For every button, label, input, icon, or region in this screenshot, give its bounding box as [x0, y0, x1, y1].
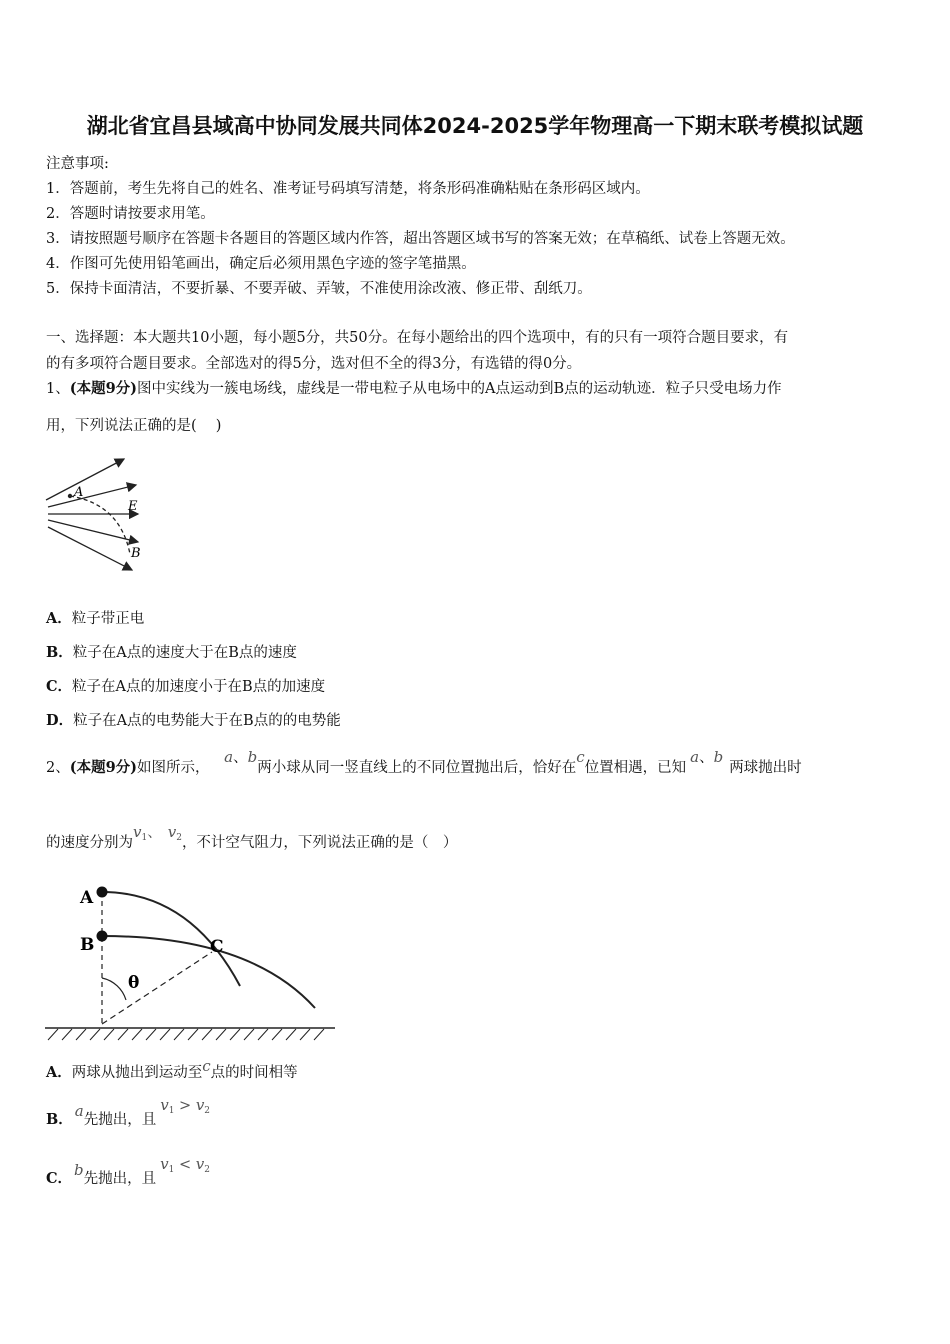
notice-item: 4．作图可先使用铅笔画出，确定后必须用黑色字迹的签字笔描黑。	[46, 256, 476, 272]
relation-symbol: >	[179, 1098, 192, 1114]
question-stem-text: 两小球从同一竖直线上的不同位置抛出后，恰好在	[257, 760, 577, 776]
option-c[interactable]	[46, 1155, 210, 1189]
field-line	[48, 527, 132, 570]
var-b: b	[247, 748, 258, 766]
question-1-stem	[46, 377, 782, 398]
var-v: v	[133, 823, 142, 841]
option-letter: D．	[46, 712, 74, 729]
option-letter: B．	[46, 1111, 73, 1128]
projectile-figure	[40, 878, 340, 1048]
label-e: E	[128, 499, 138, 514]
option-letter: C．	[46, 678, 73, 695]
ground-hatching	[48, 1029, 324, 1040]
field-line	[48, 520, 138, 542]
label-c: C	[210, 937, 224, 957]
question-stem-text: 图中实线为一簇电场线，虚线是一带电粒子从电场中的A点运动到B点的运动轨迹．粒子只受电场力作	[137, 381, 782, 397]
notice-item: 5．保持卡面清洁，不要折暴、不要弄破、弄皱，不准使用涂改液、修正带、刮纸刀。	[46, 281, 592, 297]
var-v: v	[195, 1155, 205, 1173]
option-text: 粒子带正电	[71, 611, 145, 627]
label-a: A	[80, 888, 94, 908]
var-a: a	[690, 748, 700, 766]
var-c: c	[202, 1057, 211, 1075]
option-text: 点的时间相等	[210, 1065, 298, 1081]
var-c: c	[576, 748, 585, 766]
option-text: 粒子在A点的电势能大于在B点的的电势能	[73, 713, 341, 729]
option-c[interactable]	[46, 675, 325, 696]
page-title: 湖北省宜昌县域高中协同发展共同体2024-2025学年物理高一下期末联考模拟试题	[86, 114, 864, 138]
section-instructions-line2: 的有多项符合题目要求。全部选对的得5分，选对但不全的得3分，有选错的得0分。	[46, 356, 582, 372]
question-number: 2、	[46, 760, 70, 776]
question-points: (本题9分)	[69, 380, 138, 397]
subscript: 2	[204, 1106, 211, 1116]
point-a-dot	[68, 494, 72, 498]
label-b: B	[131, 546, 141, 561]
relation-expression	[160, 1157, 210, 1173]
separator: 、	[147, 825, 162, 841]
question-stem-text: 两球抛出时	[729, 760, 802, 776]
option-text: 粒子在A点的加速度小于在B点的加速度	[72, 679, 326, 695]
option-b[interactable]	[46, 1096, 211, 1130]
separator: 、	[699, 750, 714, 766]
option-letter: C．	[46, 1170, 73, 1187]
section-instructions-line1: 一、选择题：本大题共10小题，每小题5分，共50分。在每小题给出的四个选项中，有的只有一项符合题目要求，有	[46, 330, 789, 346]
subscript: 1	[168, 1165, 175, 1175]
trajectory-dashed	[70, 496, 130, 554]
var-b: b	[713, 748, 724, 766]
field-line	[48, 485, 136, 507]
relation-symbol: <	[178, 1157, 192, 1173]
question-number: 1、	[46, 381, 70, 397]
subscript: 2	[204, 1165, 210, 1175]
option-text: 先抛出，且	[83, 1112, 157, 1128]
notice-item: 3．请按照题号顺序在答题卡各题目的答题区域内作答，超出答题区域书写的答案无效；在草稿纸、试卷上答题无效。	[46, 231, 795, 247]
option-letter: A．	[46, 1064, 72, 1081]
relation-expression	[160, 1098, 210, 1114]
var-v: v	[167, 823, 177, 841]
field-line	[46, 459, 124, 500]
question-1-stem-line2: 用，下列说法正确的是( )	[46, 418, 222, 434]
subscript: 2	[176, 833, 182, 843]
subscript: 1	[168, 1106, 175, 1116]
option-letter: B．	[46, 644, 73, 661]
question-2-stem	[46, 748, 802, 777]
option-text: 两球从抛出到运动至	[71, 1065, 203, 1081]
var-v: v	[160, 1155, 169, 1173]
var-a: a	[224, 748, 234, 766]
notice-item: 2．答题时请按要求用笔。	[46, 206, 215, 222]
subscript: 1	[141, 833, 148, 843]
question-stem-text: 位置相遇，已知	[584, 760, 687, 776]
separator: 、	[233, 750, 248, 766]
ball-a	[97, 887, 108, 898]
option-text: 粒子在A点的速度大于在B点的速度	[72, 645, 297, 661]
option-text: 先抛出，且	[83, 1171, 157, 1187]
question-2-stem-line2	[46, 823, 458, 853]
label-theta: θ	[128, 973, 140, 993]
option-letter: A．	[46, 610, 72, 627]
var-a: a	[74, 1102, 84, 1120]
electric-field-figure	[40, 452, 150, 577]
question-points: (本题9分)	[69, 759, 138, 776]
angle-arc	[102, 978, 126, 1000]
option-a[interactable]	[46, 1057, 298, 1082]
var-v: v	[195, 1096, 205, 1114]
trajectory-b	[102, 936, 315, 1008]
label-a: A	[74, 485, 84, 500]
question-stem-text: 的速度分别为	[46, 835, 133, 851]
option-d[interactable]	[46, 709, 341, 730]
notice-item: 1．答题前，考生先将自己的姓名、准考证号码填写清楚，将条形码准确粘贴在条形码区域内。	[46, 181, 650, 197]
notice-heading: 注意事项:	[46, 156, 109, 172]
var-b: b	[74, 1161, 84, 1179]
question-stem-text: ，不计空气阻力，下列说法正确的是（ ）	[181, 835, 458, 851]
option-a[interactable]	[46, 607, 144, 628]
question-stem-text: 如图所示，	[137, 760, 210, 776]
option-b[interactable]	[46, 641, 297, 662]
ball-b	[97, 931, 108, 942]
var-v: v	[160, 1096, 169, 1114]
label-b: B	[80, 935, 95, 955]
